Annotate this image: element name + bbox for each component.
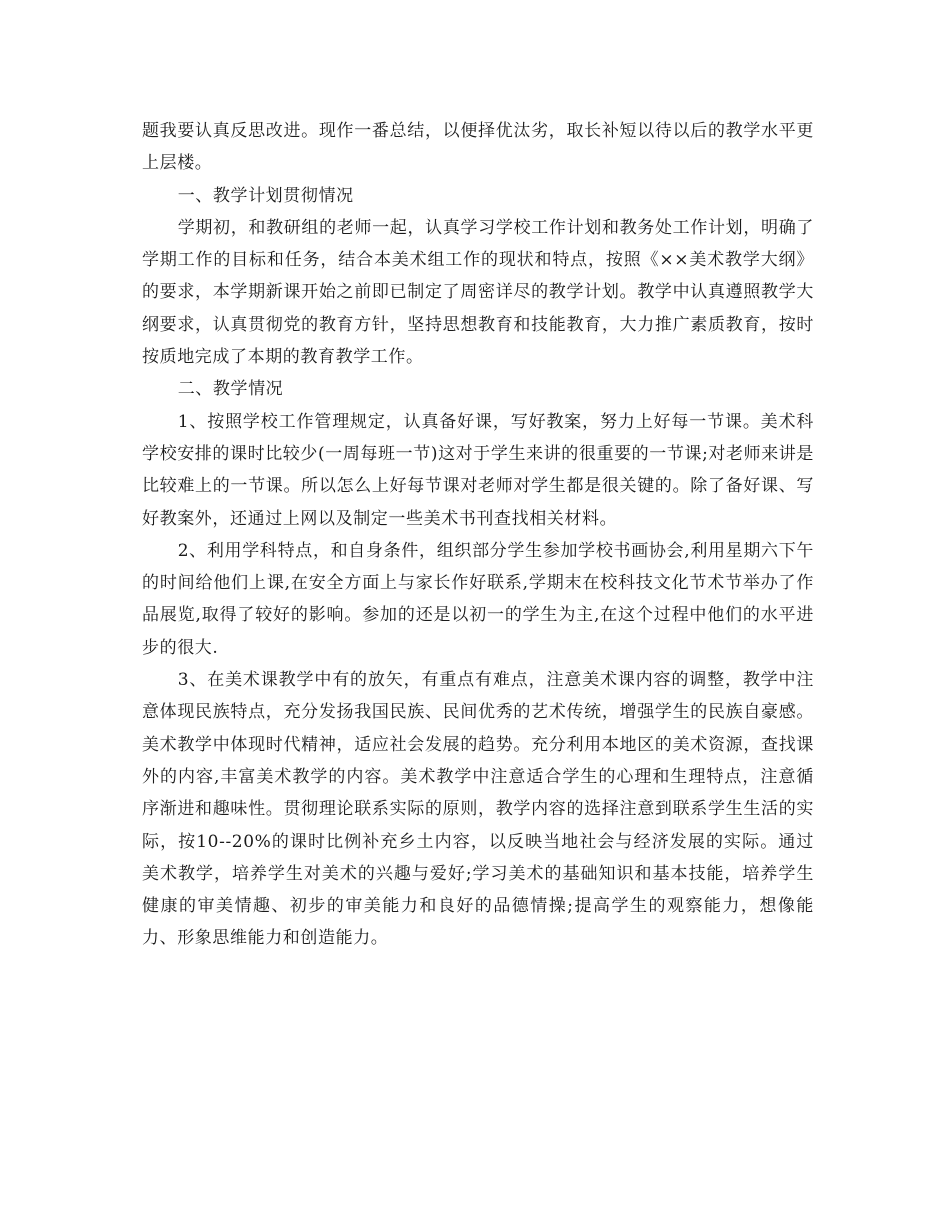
paragraph-item-3: 3、在美术课教学中有的放矢，有重点有难点，注意美术课内容的调整，教学中注意体现民族特点，充分发扬我国民族、民间优秀的艺术传统，增强学生的民族自豪感。美术教学中体现时代精神，适应社会发展的趋势。充分利用本地区的美术资源，查找课外的内容,丰富美术教学的内容。美术教学中注意适合学生的心理和生理特点，注意循序渐进和趣味性。贯彻理论联系实际的原则，教学内容的选择注意到联系学生生活的实际，按10--20%的课时比例补充乡土内容，以反映当地社会与经济发展的实际。通过美术教学，培养学生对美术的兴趣与爱好;学习美术的基础知识和基本技能，培养学生健康的审美情趣、初步的审美能力和良好的品德情操;提高学生的观察能力，想像能力、形象思维能力和创造能力。 <box>142 670 814 949</box>
section-heading-teaching: 二、教学情况 <box>177 379 284 400</box>
paragraph-plan: 学期初，和教研组的老师一起，认真学习学校工作计划和教务处工作计划，明确了学期工作的目标和任务，结合本美术组工作的现状和特点，按照《××美术教学大纲》的要求，本学期新课开始之前即已制定了周密详尽的教学计划。教学中认真遵照教学大纲要求，认真贯彻党的教育方针，坚持思想教育和技能教育，大力推广素质教育，按时按质地完成了本期的教育教学工作。 <box>142 217 814 368</box>
paragraph-continuation: 题我要认真反思改进。现作一番总结，以便择优汰劣，取长补短以待以后的教学水平更上层楼。 <box>142 121 814 174</box>
section-heading-plan: 一、教学计划贯彻情况 <box>177 185 354 206</box>
paragraph-item-1: 1、按照学校工作管理规定，认真备好课，写好教案，努力上好每一节课。美术科学校安排的课时比较少(一周每班一节)这对于学生来讲的很重要的一节课;对老师来讲是比较难上的一节课。所以怎么上好每节课对老师对学生都是很关键的。除了备好课、写好教案外，还通过上网以及制定一些美术书刊查找相关材料。 <box>142 411 814 529</box>
paragraph-item-2: 2、利用学科特点，和自身条件，组织部分学生参加学校书画协会,利用星期六下午的时间给他们上课,在安全方面上与家长作好联系,学期末在校科技文化节术节举办了作品展览,取得了较好的影响。参加的还是以初一的学生为主,在这个过程中他们的水平进步的很大. <box>142 540 814 658</box>
document-body <box>142 115 814 955</box>
